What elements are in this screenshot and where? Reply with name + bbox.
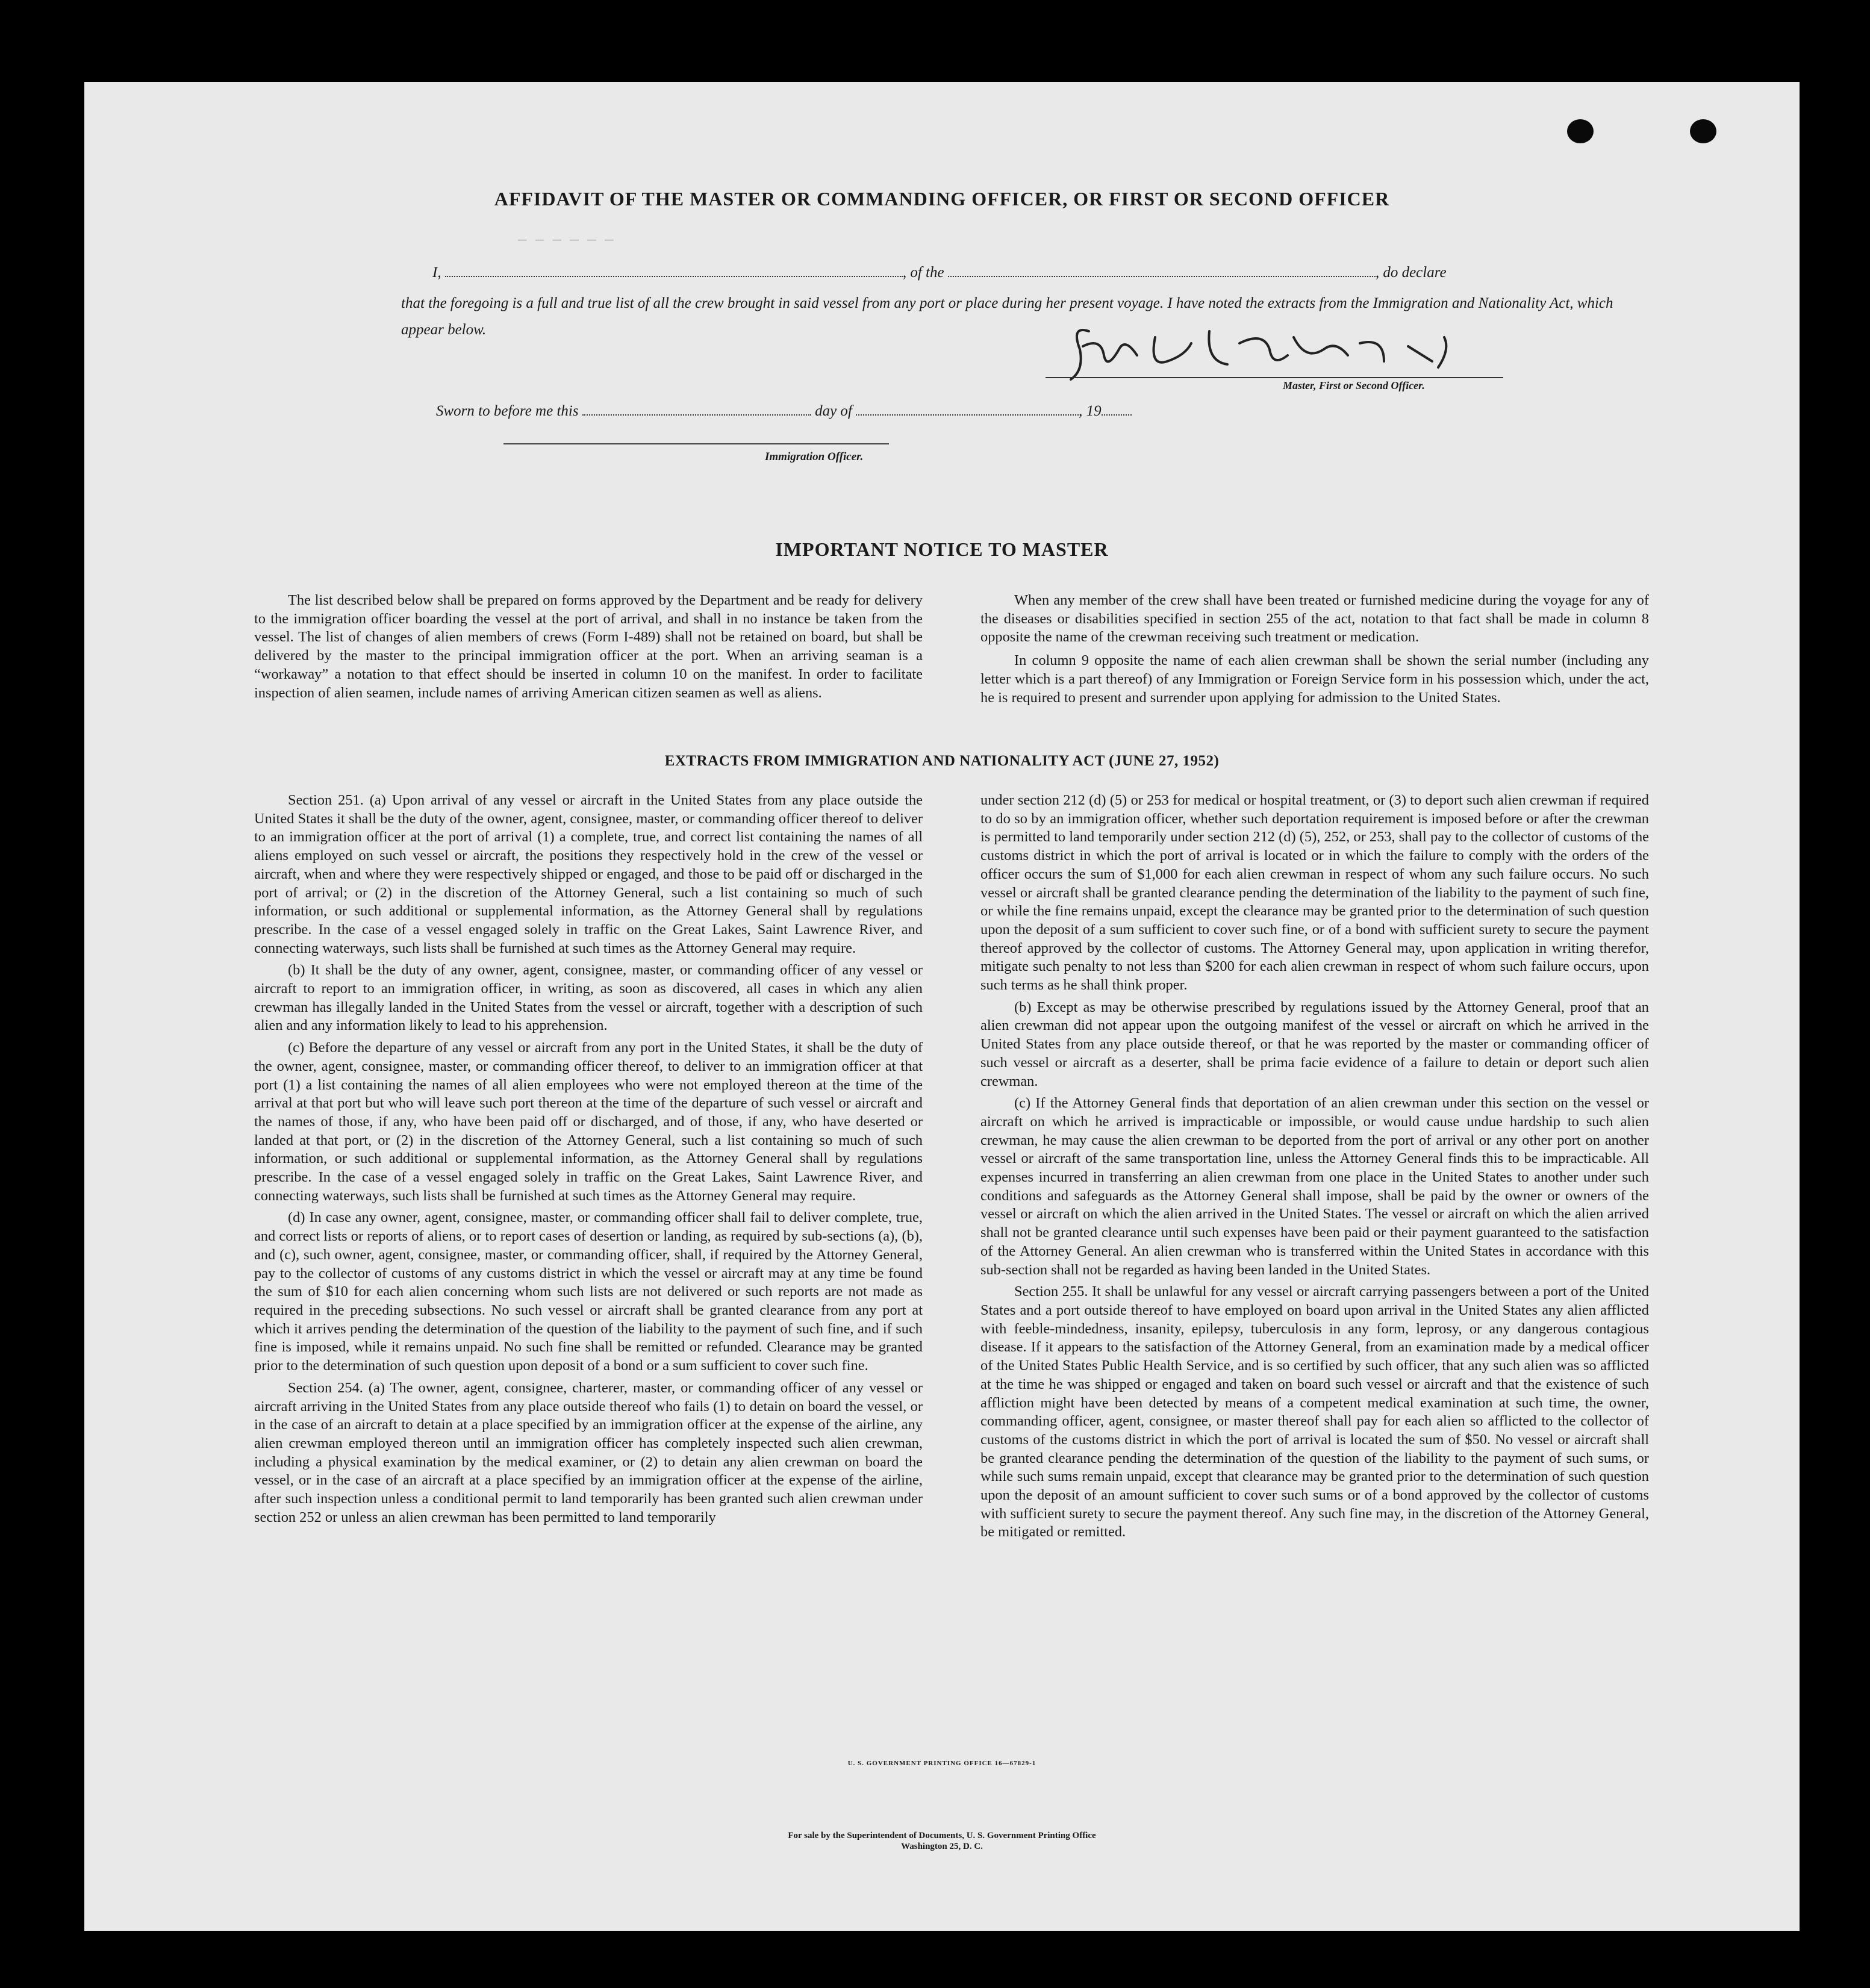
notice-paragraph: When any member of the crew shall have been treated or furnished medicine during the voyage for any of the diseases or disabilities specified in section 255 of the act, notation to that fact shall be made in column 8 opposite the name of the crewman receiving such treatment or medication. bbox=[980, 592, 1649, 646]
extract-paragraph: (c) If the Attorney General finds that deportation of an alien crewman under this section on the vessel or aircraft on which he arrived is impracticable or impossible, or would cause undue hardship to such alien crewman, he may cause the alien crewman to be deported from the port of arrival or any other port on another vessel or aircraft of the same transportation line, unless the Attorney General finds this to be impracticable. All expenses incurred in transferring an alien crewman from one place in the United States to another under such conditions and safeguards as the Attorney General shall impose, shall be paid by the owner or owners of the vessel or aircraft on which the alien arrived in the United States. The vessel or aircraft on which the alien arrived shall not be granted clearance until such expenses have been paid or their payment guaranteed to the satisfaction of the Attorney General. An alien crewman who is transferred within the United States in accordance with this sub-section shall not be regarded as having been landed in the United States. bbox=[980, 1095, 1649, 1278]
extract-paragraph: (b) Except as may be otherwise prescribed by regulations issued by the Attorney General, proof that an alien crewman did not appear upon the outgoing manifest of the vessel or aircraft on which he arrived in the United States from any place outside thereof, or that he was reported by the master or commanding officer of such vessel or aircraft as a deserter, shall be prima facie evidence of a failure to detain or deport such alien crewman. bbox=[980, 999, 1649, 1089]
vessel-blank bbox=[948, 264, 1376, 277]
affidavit-title: AFFIDAVIT OF THE MASTER OR COMMANDING OFFICER, OR FIRST OR SECOND OFFICER bbox=[494, 188, 1390, 210]
bleed-through-marks: — — — — — — bbox=[518, 232, 614, 249]
extract-paragraph: Section 255. It shall be unlawful for any vessel or aircraft carrying passengers between a port of the United States and a port outside thereof to have employed on board upon arrival in the United States any alien afflicted with feeble-mindedness, insanity, epilepsy, tuberculosis in any form, leprosy, or any dangerous contagious disease. If it appears to the satisfaction of the Attorney General, from an examination made by a medical officer of the United States Public Health Service, and is so certified by such officer, that any such alien was so afflicted at the time he was shipped or engaged and taken on board such vessel or aircraft and that the existence of such affliction might have been detected by means of a competent medical examination at such time, the owner, commanding officer, agent, consignee, or master thereof shall pay for each alien so afflicted to the collector of customs of the customs district in which the port of arrival is located the sum of $50. No vessel or aircraft shall be granted clearance pending the determination of the question of the liability to the payment of such sums, or while such sums remain unpaid, except that clearance may be granted prior to the determination of such question upon the deposit of an amount sufficient to cover such sums or of a bond approved by the collector of customs with sufficient surety to secure the payment thereof. Any such fine may, in the discretion of the Attorney General, be mitigated or remitted. bbox=[980, 1283, 1649, 1541]
sworn-line: Sworn to before me this day of , 19 bbox=[436, 402, 1132, 420]
document-page bbox=[84, 82, 1800, 1931]
declarant-line: I, , of the , do declare bbox=[432, 264, 1447, 281]
extract-paragraph: Section 254. (a) The owner, agent, consignee, charterer, master, or commanding officer of any vessel or aircraft arriving in the United States from any place outside thereof who fails (1) to detain on board the vessel, or in the case of an aircraft to detain at a place specified by an immigration officer at the expense of the airline, any alien crewman employed thereon until an immigration officer has completely inspected such alien crewman, including a physical examination by the medical examiner, or (2) to detain any alien crewman on board the vessel, or in the case of an aircraft at a place specified by an immigration officer at the expense of the airline, after such inspection unless a conditional permit to land temporarily has been granted such alien crewman under section 252 or unless an alien crewman has been permitted to land temporarily bbox=[254, 1379, 923, 1525]
punch-hole bbox=[1567, 119, 1594, 143]
notice-paragraph: In column 9 opposite the name of each alien crewman shall be shown the serial number (including any letter which is a part thereof) of any Immigration or Foreign Service form in his possession which, under the act, he is required to present and surrender upon applying for admission to the United States. bbox=[980, 652, 1649, 706]
notice-right-column bbox=[980, 591, 1649, 707]
month-blank bbox=[856, 402, 1079, 416]
sale-notice: For sale by the Superintendent of Documents, U. S. Government Printing Office Washington 25, D. C. bbox=[788, 1831, 1096, 1851]
declaration-text: that the foregoing is a full and true list of all the crew brought in said vessel from any port or place during her present voyage. I have noted the extracts from the Immigration and Nationality Act, which appear below. bbox=[401, 295, 1613, 338]
immigration-officer-caption: Immigration Officer. bbox=[765, 450, 864, 463]
extract-paragraph: Section 251. (a) Upon arrival of any vessel or aircraft in the United States from any place outside the United States it shall be the duty of the owner, agent, consignee, master, or commanding officer thereof to deliver to an immigration officer at the port of arrival (1) a complete, true, and correct list containing the names of all aliens employed on such vessel or aircraft, the positions they respectively hold in the crew of the vessel or aircraft, when and where they were respectively shipped or engaged, and those to be paid off or discharged in the port of arrival; or (2) in the discretion of the Attorney General, such a list containing so much of such information, or such additional or supplemental information, as the Attorney General shall by regulations prescribe. In the case of a vessel engaged solely in traffic on the Great Lakes, Saint Lawrence River, and connecting waterways, such lists shall be furnished at such times as the Attorney General may require. bbox=[254, 792, 923, 956]
printing-office-imprint: U. S. GOVERNMENT PRINTING OFFICE 16—67829-1 bbox=[847, 1760, 1036, 1767]
notice-title: IMPORTANT NOTICE TO MASTER bbox=[775, 538, 1109, 560]
notice-paragraph: The list described below shall be prepared on forms approved by the Department and be ready for delivery to the immigration officer boarding the vessel at the port of arrival, and shall in no instance be taken from the vessel. The list of changes of alien members of crews (Form I-489) shall not be retained on board, but shall be delivered by the master to the principal immigration officer at the port. When an arriving seaman is a “workaway” a notation to that effect should be inserted in column 10 on the manifest. In order to facilitate inspection of alien seamen, include names of arriving American citizen seamen as well as aliens. bbox=[254, 592, 923, 701]
day-blank bbox=[582, 402, 811, 416]
name-blank bbox=[445, 264, 903, 277]
year-blank bbox=[1102, 402, 1132, 416]
extract-paragraph: (d) In case any owner, agent, consignee, master, or commanding officer shall fail to deliver complete, true, and correct lists or reports of aliens, or to report cases of desertion or landing, as required by sub-sections (a), (b), and (c), such owner, agent, consignee, master, or commanding officer, shall, if required by the Attorney General, pay to the collector of customs of any customs district in which the vessel or aircraft may at any time be found the sum of $10 for each alien concerning whom such lists are not delivered or such reports are not made as required in the preceding subsections. No such vessel or aircraft shall be granted clearance from any port at which it arrives pending the determination of the question of the liability to the payment of such fine, and if such fine is imposed, while it remains unpaid. No such fine shall be remitted or refunded. Clearance may be granted prior to the determination of such question upon deposit of a bond or a sum sufficient to cover such fine. bbox=[254, 1209, 923, 1374]
extract-paragraph: (c) Before the departure of any vessel or aircraft from any port in the United States, it shall be the duty of the owner, agent, consignee, master, or commanding officer thereof, to deliver to an immigration officer at that port (1) a list containing the names of all alien employees who were not employed thereon at the time of the arrival at that port but who will leave such port thereon at the time of the departure of such vessel or aircraft and the names of those, if any, who have been paid off or discharged, and of those, if any, who have deserted or landed at that port, or (2) in the discretion of the Attorney General, such a list containing so much of such information, or such additional or supplemental information, as the Attorney General shall by regulations prescribe. In the case of a vessel engaged solely in traffic on the Great Lakes, Saint Lawrence River, and connecting waterways, such lists shall be furnished at such times as the Attorney General may require. bbox=[254, 1039, 923, 1204]
immigration-officer-line bbox=[503, 443, 889, 444]
signature-line bbox=[1046, 377, 1503, 378]
extract-paragraph: (b) It shall be the duty of any owner, agent, consignee, master, or commanding officer of any vessel or aircraft to report to an immigration officer, in writing, as soon as discovered, all cases in which any alien crewman has illegally landed in the United States from the vessel or aircraft, together with a description of such alien and any information likely to lead to his apprehension. bbox=[254, 962, 923, 1034]
extracts-right-column bbox=[980, 791, 1649, 1542]
signature-caption: Master, First or Second Officer. bbox=[1283, 379, 1425, 391]
punch-hole bbox=[1690, 119, 1716, 143]
extracts-title: EXTRACTS FROM IMMIGRATION AND NATIONALITY ACT (JUNE 27, 1952) bbox=[664, 753, 1220, 769]
notice-left-column bbox=[254, 591, 923, 702]
extracts-left-column bbox=[254, 791, 923, 1527]
signature bbox=[1047, 313, 1498, 385]
extract-paragraph: under section 212 (d) (5) or 253 for medical or hospital treatment, or (3) to deport such alien crewman if required to do so by an immigration officer, whether such deportation requirement is imposed before or after the crewman is permitted to land temporarily under section 212 (d) (5), 252, or 253, shall pay to the collector of customs of the customs district in which the port of arrival is located or in which the failure to comply with the orders of the officer occurs the sum of $1,000 for each alien crewman in respect of whom any such failure occurs. No such vessel or aircraft shall be granted clearance pending the determination of the liability to the payment of such fine, or while the fine remains unpaid, except the clearance may be granted prior to the determination of such question upon the deposit of a sum sufficient to cover such fine, or of a bond with sufficient surety to secure the payment thereof approved by the collector of customs. The Attorney General may, upon application in writing therefor, mitigate such penalty to not less than $200 for each alien crewman in respect of whom such failure occurs, upon such terms as he shall think proper. bbox=[980, 792, 1649, 994]
